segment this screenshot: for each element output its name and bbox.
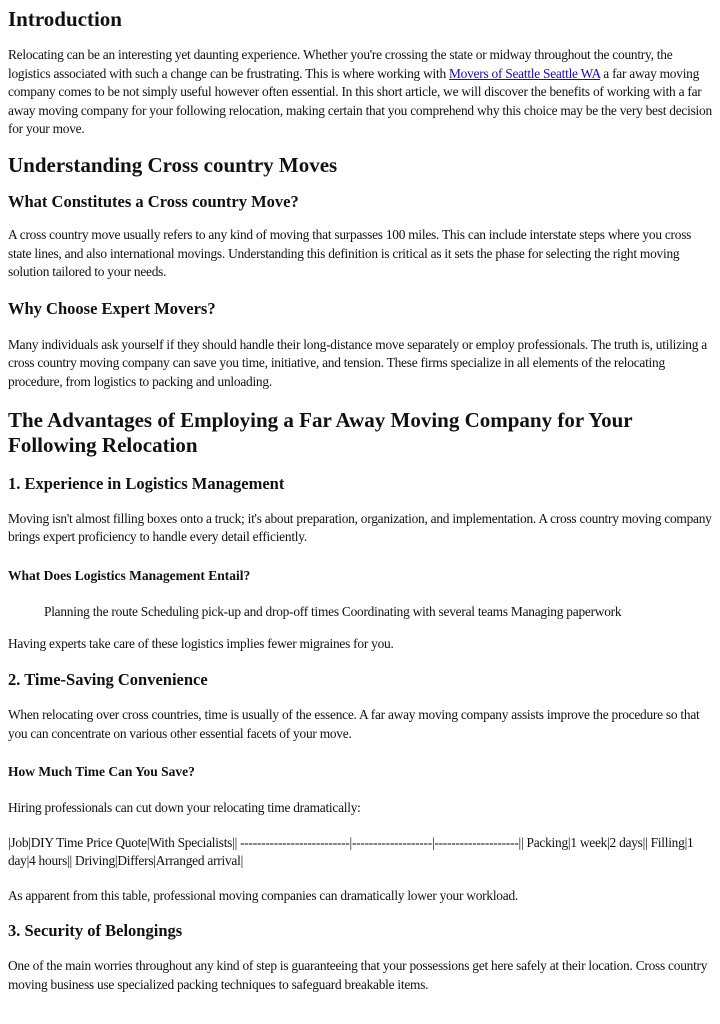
time-saving-heading: 2. Time-Saving Convenience — [8, 669, 208, 689]
intro-heading: Introduction — [8, 7, 122, 31]
security-heading: 3. Security of Belongings — [8, 921, 183, 941]
why-choose-paragraph: Many individuals ask yourself if they should handle their long-distance move separately or employ professionals. The truth is, utilizing a cross country moving company can save you time, initiative, and tension. These firms specialize in all elements of the relocating procedure, from logistics to packing and unloading. — [8, 336, 707, 389]
what-constitutes-paragraph: A cross country move usually refers to any kind of moving that surpasses 100 miles. This can include interstate steps where you cross state lines, and also international movings. Understanding this definition is critical as it sets the phase for selecting the right moving solution tailored to your needs. — [8, 226, 692, 280]
time-save-paragraph: Hiring professionals can cut down your relocating time dramatically: — [8, 800, 361, 816]
understanding-heading: Understanding Cross country Moves — [8, 152, 338, 177]
logistics-heading: 1. Experience in Logistics Management — [8, 473, 285, 493]
advantages-heading: The Advantages of Employing a Far Away Moving Company for Your Following Relocation — [8, 407, 633, 457]
table-summary-paragraph: As apparent from this table, professional moving companies can dramatically lower your workload. — [8, 887, 518, 903]
why-choose-heading: Why Choose Expert Movers? — [8, 298, 216, 318]
time-comparison-table-text: |Job|DIY Time Price Quote|With Specialists|| --------------------------|-------------------|--------------------|| Packing|1 week|2 days|| Filling|1 day|4 hours|| Driving|Differs|Arranged arrival| — [8, 834, 694, 869]
logistics-entail-heading: What Does Logistics Management Entail? — [8, 567, 251, 583]
logistics-after-paragraph: Having experts take care of these logistics implies fewer migraines for you. — [8, 636, 394, 652]
time-saving-paragraph: When relocating over cross countries, time is usually of the essence. A far away moving company assists improve the procedure so that you can concentrate on various other essential facets of your move. — [8, 706, 700, 741]
movers-seattle-link[interactable]: Movers of Seattle Seattle WA — [449, 65, 601, 81]
logistics-paragraph: Moving isn't almost filling boxes onto a truck; it's about preparation, organization, and implementation. A cross country moving company brings expert proficiency to handle every detail efficiently. — [8, 510, 712, 545]
what-constitutes-heading: What Constitutes a Cross country Move? — [8, 191, 299, 211]
article — [0, 7, 720, 995]
time-save-heading: How Much Time Can You Save? — [8, 764, 195, 780]
intro-text-before-link: Relocating can be an interesting yet daunting experience. Whether you're crossing the state or midway throughout the country, the logistics associated with such a change can be frustrating. This is where working with — [8, 47, 673, 81]
intro-text-after-link: a far away moving company comes to be not simply useful however often essential. In this short article, we will discover the benefits of working with a far away moving company for your following relocation, making certain that you comprehend why this choice may be the very best decision for your move. — [8, 65, 712, 137]
logistics-list: Planning the route Scheduling pick-up and drop-off times Coordinating with several teams Managing paperwork — [44, 603, 622, 619]
intro-paragraph — [8, 46, 712, 139]
security-paragraph: One of the main worries throughout any kind of step is guaranteeing that your possessions get here safely at their location. Cross country moving business use specialized packing techniques to safeguard breakable items. — [8, 958, 708, 993]
